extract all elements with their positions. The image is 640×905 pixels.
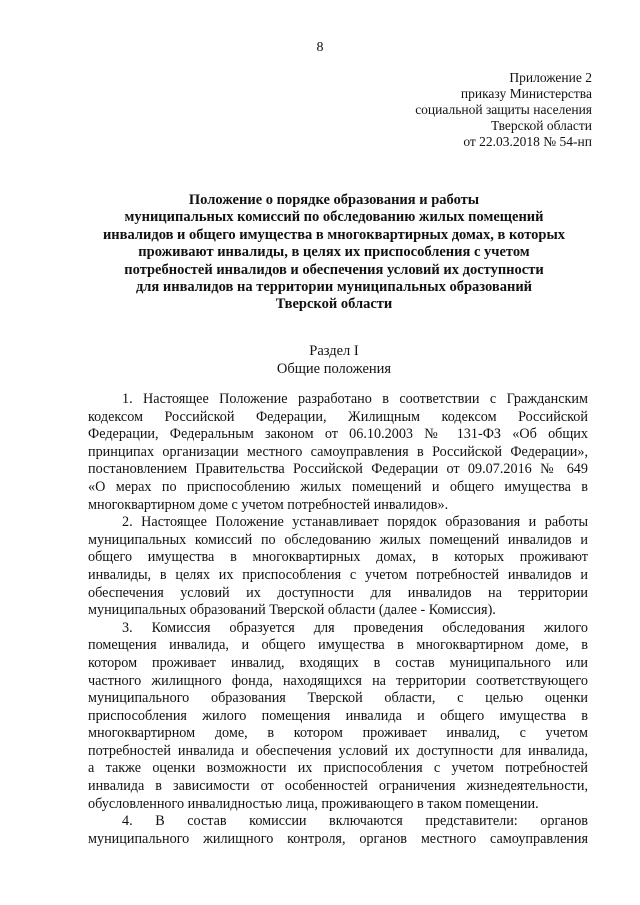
text-line: общего имущества в многоквартирных домах, в которых проживают (88, 549, 588, 566)
document-title (80, 192, 588, 314)
paragraph-1 (88, 391, 588, 514)
paragraph-3 (88, 620, 588, 814)
title-line: муниципальных комиссий по обследованию жилых помещений (124, 209, 544, 226)
text-line: 1. Настоящее Положение разработано в соответствии с Гражданским (122, 391, 588, 407)
appendix-line: от 22.03.2018 № 54-нп (463, 134, 592, 149)
text-line: Федерации, Федеральным законом от 06.10.2003 № 131-ФЗ «Об общих (88, 426, 588, 443)
text-line: помещения инвалида, и общего имущества в многоквартирном доме, в (88, 637, 588, 654)
title-line: для инвалидов на территории муниципальных образований (135, 279, 533, 296)
appendix-line: приказу Министерства (460, 86, 592, 101)
paragraph-4 (88, 813, 588, 848)
section-name: Общие положения (276, 360, 392, 377)
appendix-line: социальной защиты населения (415, 102, 592, 117)
text-line: кодексом Российской Федерации, Жилищным кодексом Российской (88, 408, 588, 425)
text-line: «О мерах по приспособлению жилых помещений и общего имущества в (88, 478, 588, 495)
text-line: 2. Настоящее Положение устанавливает порядок образования и работы (122, 514, 588, 531)
text-line: многоквартирном доме, в котором проживает инвалид, с учетом (88, 725, 588, 742)
text-line: принципах организации местного самоуправления в Российской Федерации», (88, 443, 588, 460)
appendix-line: Тверской области (491, 118, 592, 133)
text-line: муниципального образования Тверской области, с целью оценки (88, 690, 588, 707)
page-number: 8 (316, 40, 324, 55)
title-line: Положение о порядке образования и работы (188, 192, 480, 208)
text-line: инвалиды, в целях их приспособления с учетом потребностей инвалидов и (88, 566, 588, 583)
paragraph-2 (88, 514, 588, 620)
text-line: инвалида в зависимости от особенностей ограничения жизнедеятельности, (88, 778, 588, 795)
text-line: а также оценки возможности их приспособления с учетом потребностей (88, 760, 588, 777)
title-line: проживают инвалиды, в целях их приспособления с учетом (138, 244, 530, 261)
text-line: муниципальных образований Тверской области (далее - Комиссия). (88, 602, 496, 619)
text-line: обусловленного инвалидностью лица, проживающего в таком помещении. (88, 795, 539, 812)
text-line: котором проживает инвалид, входящих в состав муниципального или (88, 654, 588, 671)
text-line: муниципальных комиссий по обследованию жилых помещений инвалидов и (88, 531, 588, 548)
section-heading (80, 343, 588, 378)
appendix-line: Приложение 2 (509, 70, 592, 85)
section-number: Раздел I (309, 343, 359, 359)
text-line: муниципального жилищного контроля, органов местного самоуправления (88, 830, 588, 847)
text-line: 4. В состав комиссии включаются представители: органов (122, 813, 588, 830)
body-text (88, 391, 588, 848)
appendix-reference (415, 70, 592, 150)
title-line: инвалидов и общего имущества в многоквартирных домах, в которых (102, 226, 566, 243)
text-line: многоквартирном доме с учетом потребностей инвалидов». (88, 496, 449, 513)
text-line: приспособления жилого помещения инвалида и общего имущества в (88, 707, 588, 724)
title-line: Тверской области (275, 296, 393, 313)
text-line: частного жилищного фонда, находящихся на территории соответствующего (88, 672, 588, 689)
text-line: 3. Комиссия образуется для проведения обследования жилого (122, 619, 588, 636)
text-line: постановлением Правительства Российской Федерации от 09.07.2016 № 649 (88, 461, 588, 478)
title-line: потребностей инвалидов и обеспечения условий их доступности (124, 261, 544, 278)
text-line: обеспечения условий их доступности для инвалидов на территории (88, 584, 588, 601)
text-line: потребностей инвалида и обеспечения условий их доступности для инвалида, (88, 742, 588, 759)
